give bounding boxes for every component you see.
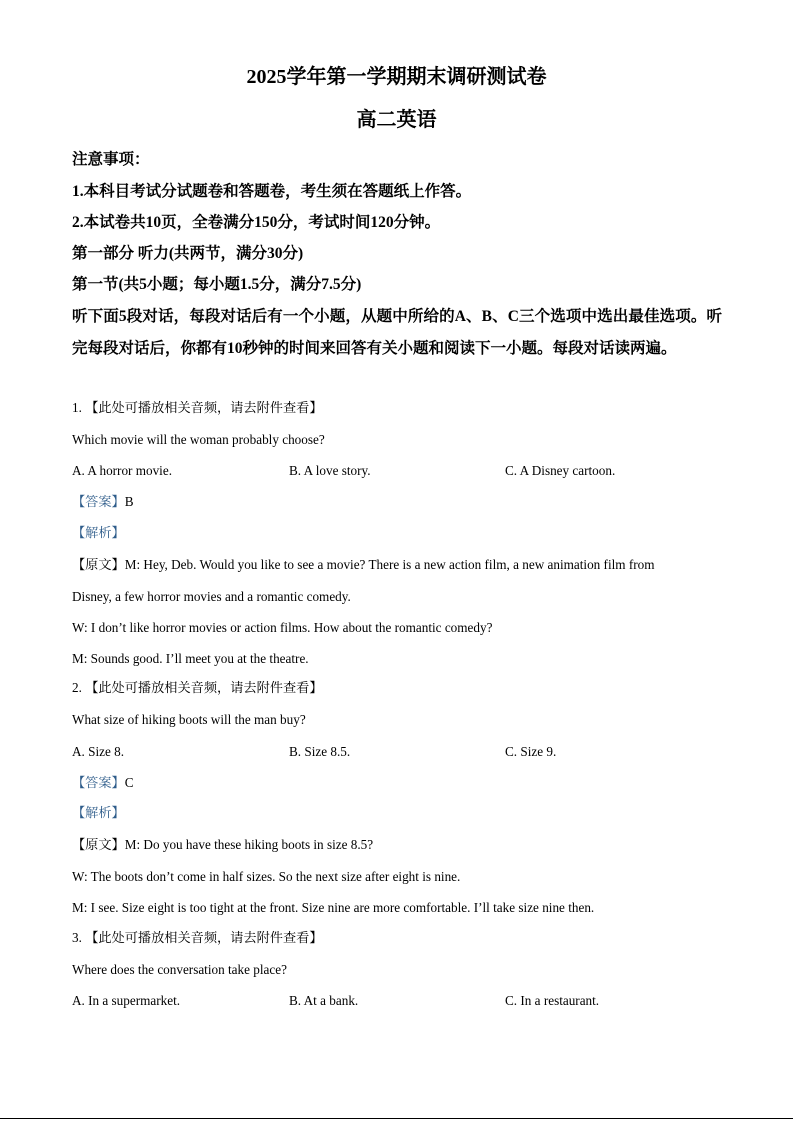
section1-title: 第一节(共5小题；每小题1.5分，满分7.5分) bbox=[72, 276, 362, 293]
q1-transcript-line-4: M: Sounds good. I’ll meet you at the theatre. bbox=[72, 651, 309, 666]
answer-value: C bbox=[124, 775, 134, 790]
q2-analysis-label: 【解析】 bbox=[72, 805, 125, 820]
q2-transcript-line-1 bbox=[72, 835, 373, 855]
answer-label: 【答案】 bbox=[72, 494, 125, 509]
q2-answer bbox=[72, 773, 134, 793]
q2-option-b: B. Size 8.5. bbox=[289, 744, 351, 759]
q2-option-c: C. Size 9. bbox=[505, 744, 557, 759]
transcript-label: 【原文】 bbox=[72, 557, 125, 572]
listening-instructions: 听下面5段对话，每段对话后有一个小题，从题中所给的A、B、C三个选项中选出最佳选项。听完每段对话后，你都有10秒钟的时间来回答有关小题和阅读下一小题。每段对话读两遍。 bbox=[72, 308, 722, 357]
q1-answer bbox=[72, 492, 134, 512]
q2-transcript-line-2: W: The boots don’t come in half sizes. So the next size after eight is nine. bbox=[72, 869, 461, 884]
answer-label: 【答案】 bbox=[72, 775, 125, 790]
q1-question: Which movie will the woman probably choose? bbox=[72, 432, 325, 447]
q1-audio-note: 1. 【此处可播放相关音频，请去附件查看】 bbox=[72, 400, 323, 415]
q2-transcript-line-3: M: I see. Size eight is too tight at the front. Size nine are more comfortable. I’ll take size nine then. bbox=[72, 900, 595, 915]
q1-option-c: C. A Disney cartoon. bbox=[505, 463, 616, 478]
q1-transcript-line-2: Disney, a few horror movies and a romantic comedy. bbox=[72, 589, 351, 604]
q2-option-a: A. Size 8. bbox=[72, 744, 125, 759]
q3-option-b: B. At a bank. bbox=[289, 993, 359, 1008]
q3-option-a: A. In a supermarket. bbox=[72, 993, 181, 1008]
q1-transcript-line-3: W: I don’t like horror movies or action films. How about the romantic comedy? bbox=[72, 620, 493, 635]
transcript-text: M: Hey, Deb. Would you like to see a movie? There is a new action film, a new animation film from bbox=[124, 557, 655, 572]
q2-audio-note: 2. 【此处可播放相关音频，请去附件查看】 bbox=[72, 680, 323, 695]
q3-audio-note: 3. 【此处可播放相关音频，请去附件查看】 bbox=[72, 930, 323, 945]
notes-item-1: 1.本科目考试分试题卷和答题卷，考生须在答题纸上作答。 bbox=[72, 183, 472, 200]
q3-option-c: C. In a restaurant. bbox=[505, 993, 600, 1008]
q3-question: Where does the conversation take place? bbox=[72, 962, 287, 977]
page-bottom-rule bbox=[0, 1118, 793, 1119]
q1-option-a: A. A horror movie. bbox=[72, 463, 172, 478]
q1-analysis-label: 【解析】 bbox=[72, 525, 125, 540]
answer-value: B bbox=[124, 494, 134, 509]
transcript-label: 【原文】 bbox=[72, 837, 125, 852]
q1-option-b: B. A love story. bbox=[289, 463, 371, 478]
q2-question: What size of hiking boots will the man buy? bbox=[72, 712, 306, 727]
notes-item-2: 2.本试卷共10页，全卷满分150分，考试时间120分钟。 bbox=[72, 214, 441, 231]
exam-subject: 高二英语 bbox=[356, 109, 437, 131]
transcript-text: M: Do you have these hiking boots in size 8.5? bbox=[124, 837, 374, 852]
notes-heading: 注意事项： bbox=[72, 151, 150, 168]
part1-title: 第一部分 听力(共两节，满分30分) bbox=[72, 245, 304, 262]
q1-transcript-line-1 bbox=[72, 555, 654, 575]
exam-title: 2025学年第一学期期末调研测试卷 bbox=[246, 66, 547, 88]
